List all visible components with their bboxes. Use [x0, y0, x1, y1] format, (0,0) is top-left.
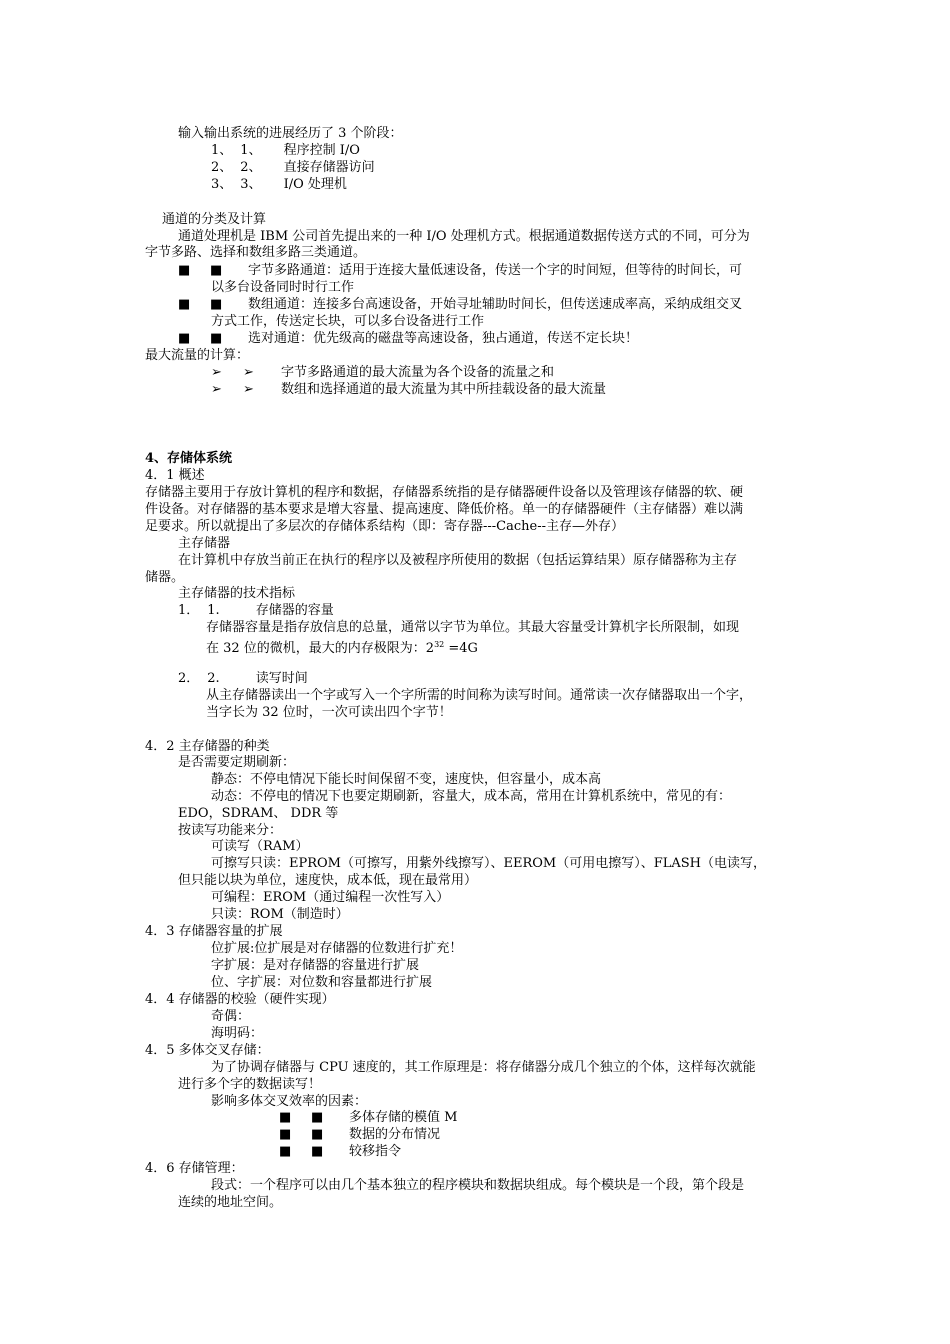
arrow-item: [211, 381, 606, 398]
bullet-icon: ■: [210, 297, 223, 312]
bullet-item: [178, 296, 742, 313]
paragraph-line: 可读写（RAM）: [211, 839, 309, 854]
list-item: [211, 159, 375, 176]
subsection-heading: 4．3 存储器容量的扩展: [145, 924, 283, 939]
list-number: 2．: [178, 671, 200, 686]
bullet-continuation: 方式工作，传送定长块，可以多台设备进行工作: [211, 314, 485, 329]
bullet-icon: ■: [210, 331, 223, 346]
list-item: [211, 142, 360, 159]
bullet-item: [279, 1143, 401, 1160]
subsection-heading: 4．6 存储管理：: [145, 1161, 244, 1176]
paragraph-line: 字节多路、选择和数组多路三类通道。: [145, 245, 367, 260]
bullet-item: [279, 1126, 440, 1143]
paragraph-line: 奇偶：: [211, 1009, 251, 1024]
arrow-icon: ➢: [243, 365, 254, 380]
paragraph-line: 从主存储器读出一个字或写入一个字所需的时间称为读写时间。通常读一次存储器取出一个字，: [206, 688, 753, 703]
bullet-icon: ■: [311, 1110, 324, 1125]
paragraph-line: 在计算机中存放当前正在执行的程序以及被程序所使用的数据（包括运算结果）原存储器称为主存: [178, 553, 738, 568]
list-number: 1.: [207, 603, 220, 618]
list-text: 读写时间: [255, 671, 308, 686]
arrow-icon: ➢: [211, 365, 222, 380]
paragraph-line: 位、字扩展：对位数和容量都进行扩展: [211, 975, 433, 990]
list-number: 3、: [211, 177, 233, 192]
bullet-item: [279, 1109, 457, 1126]
paragraph-line: 可编程：EROM（通过编程一次性写入）: [211, 890, 450, 905]
bullet-item: [178, 262, 742, 279]
arrow-icon: ➢: [243, 382, 254, 397]
bullet-text: 选对通道：优先级高的磁盘等高速设备，独占通道，传送不定长块！: [248, 331, 639, 346]
list-number: 1．: [178, 603, 200, 618]
list-number: 2、: [211, 160, 233, 175]
paragraph-line: 但只能以块为单位，速度快，成本低，现在最常用）: [178, 873, 478, 888]
topic-label: 是否需要定期刷新：: [178, 755, 296, 770]
paragraph-line: 海明码：: [211, 1026, 264, 1041]
bullet-icon: ■: [178, 263, 191, 278]
bullet-item: [178, 330, 638, 347]
arrow-icon: ➢: [211, 382, 222, 397]
topic-label: 影响多体交叉效率的因素：: [211, 1094, 368, 1109]
io-intro: 输入输出系统的进展经历了 3 个阶段：: [178, 126, 403, 141]
topic-label: 主存储器: [178, 536, 231, 551]
subsection-heading: 4．1 概述: [145, 468, 205, 483]
paragraph-line: 件设备。对存储器的基本要求是增大容量、提高速度、降低价格。单一的存储器硬件（主存储器）难以满: [145, 502, 744, 517]
paragraph-line: 静态：不停电情况下能长时间保留不变，速度快，但容量小，成本高: [211, 772, 602, 787]
topic-label: 主存储器的技术指标: [178, 586, 296, 601]
channel-title: 通道的分类及计算: [162, 212, 267, 227]
bullet-icon: ■: [210, 263, 223, 278]
list-number: 3、: [240, 177, 262, 192]
list-item: [211, 176, 347, 193]
list-text: 程序控制 I/O: [283, 143, 360, 158]
text-run: 在 32 位的微机，最大的内存极限为：2: [206, 641, 435, 656]
paragraph-line: [206, 636, 478, 657]
bullet-icon: ■: [279, 1110, 292, 1125]
paragraph-line: 位扩展:位扩展是对存储器的位数进行扩充！: [211, 941, 463, 956]
bullet-text: 数组通道：连接多台高速设备，开始寻址辅助时间长，但传送速成率高，采纳成组交叉: [248, 297, 743, 312]
bullet-continuation: 以多台设备同时时行工作: [211, 280, 355, 295]
paragraph-line: 字扩展：是对存储器的容量进行扩展: [211, 958, 420, 973]
list-item: [178, 602, 334, 619]
arrow-text: 字节多路通道的最大流量为各个设备的流量之和: [281, 365, 555, 380]
paragraph-line: 可擦写只读：EPROM（可擦写，用紫外线擦写）、EEROM（可用电擦写）、FLASH（电读写，: [211, 856, 767, 871]
section-heading: 4、存储体系统: [145, 451, 233, 466]
paragraph-line: 段式：一个程序可以由几个基本独立的程序模块和数据块组成。每个模块是一个段，第个段是: [211, 1178, 745, 1193]
flow-title: 最大流量的计算：: [145, 348, 250, 363]
paragraph-line: 存储器主要用于存放计算机的程序和数据，存储器系统指的是存储器硬件设备以及管理该存储器的软、硬: [145, 485, 744, 500]
list-number: 1、: [240, 143, 262, 158]
bullet-text: 多体存储的模值 M: [349, 1110, 458, 1125]
paragraph-line: 只读：ROM（制造时）: [211, 907, 349, 922]
list-item: [178, 670, 308, 687]
paragraph-line: 当字长为 32 位时，一次可读出四个字节！: [206, 705, 452, 720]
list-text: 直接存储器访问: [283, 160, 375, 175]
paragraph-line: EDO，SDRAM、 DDR 等: [178, 806, 339, 821]
paragraph-line: 连续的地址空间。: [178, 1195, 283, 1210]
paragraph-line: 进行多个字的数据读写！: [178, 1077, 322, 1092]
bullet-icon: ■: [178, 331, 191, 346]
bullet-text: 数据的分布情况: [349, 1127, 441, 1142]
superscript: 32: [434, 640, 445, 649]
subsection-heading: 4．5 多体交叉存储：: [145, 1043, 270, 1058]
arrow-item: [211, 364, 554, 381]
arrow-text: 数组和选择通道的最大流量为其中所挂载设备的最大流量: [281, 382, 607, 397]
paragraph-line: 通道处理机是 IBM 公司首先提出来的一种 I/O 处理机方式。根据通道数据传送方式的不同，可分为: [178, 229, 750, 244]
list-number: 1、: [211, 143, 233, 158]
bullet-icon: ■: [279, 1127, 292, 1142]
paragraph-line: 储器。: [145, 570, 185, 585]
list-text: I/O 处理机: [283, 177, 347, 192]
bullet-text: 较移指令: [349, 1144, 402, 1159]
paragraph-line: 动态：不停电的情况下也要定期刷新，容量大，成本高，常用在计算机系统中，常见的有：: [211, 789, 732, 804]
paragraph-line: 存储器容量是指存放信息的总量，通常以字节为单位。其最大容量受计算机字长所限制，如现: [206, 620, 740, 635]
list-number: 2、: [240, 160, 262, 175]
bullet-icon: ■: [311, 1127, 324, 1142]
bullet-icon: ■: [279, 1144, 292, 1159]
paragraph-line: 足要求。所以就提出了多层次的存储体系结构（即：寄存器---Cache--主存—外存）: [145, 519, 625, 534]
bullet-text: 字节多路通道：适用于连接大量低速设备，传送一个字的时间短，但等待的时间长，可: [248, 263, 743, 278]
bullet-icon: ■: [178, 297, 191, 312]
subsection-heading: 4．4 存储器的校验（硬件实现）: [145, 992, 335, 1007]
paragraph-line: 为了协调存储器与 CPU 速度的，其工作原理是：将存储器分成几个独立的个体，这样每次就能: [211, 1060, 756, 1075]
topic-label: 按读写功能来分：: [178, 823, 283, 838]
subsection-heading: 4．2 主存储器的种类: [145, 739, 270, 754]
text-run: =4G: [444, 641, 478, 656]
list-number: 2.: [207, 671, 220, 686]
list-text: 存储器的容量: [255, 603, 334, 618]
bullet-icon: ■: [311, 1144, 324, 1159]
